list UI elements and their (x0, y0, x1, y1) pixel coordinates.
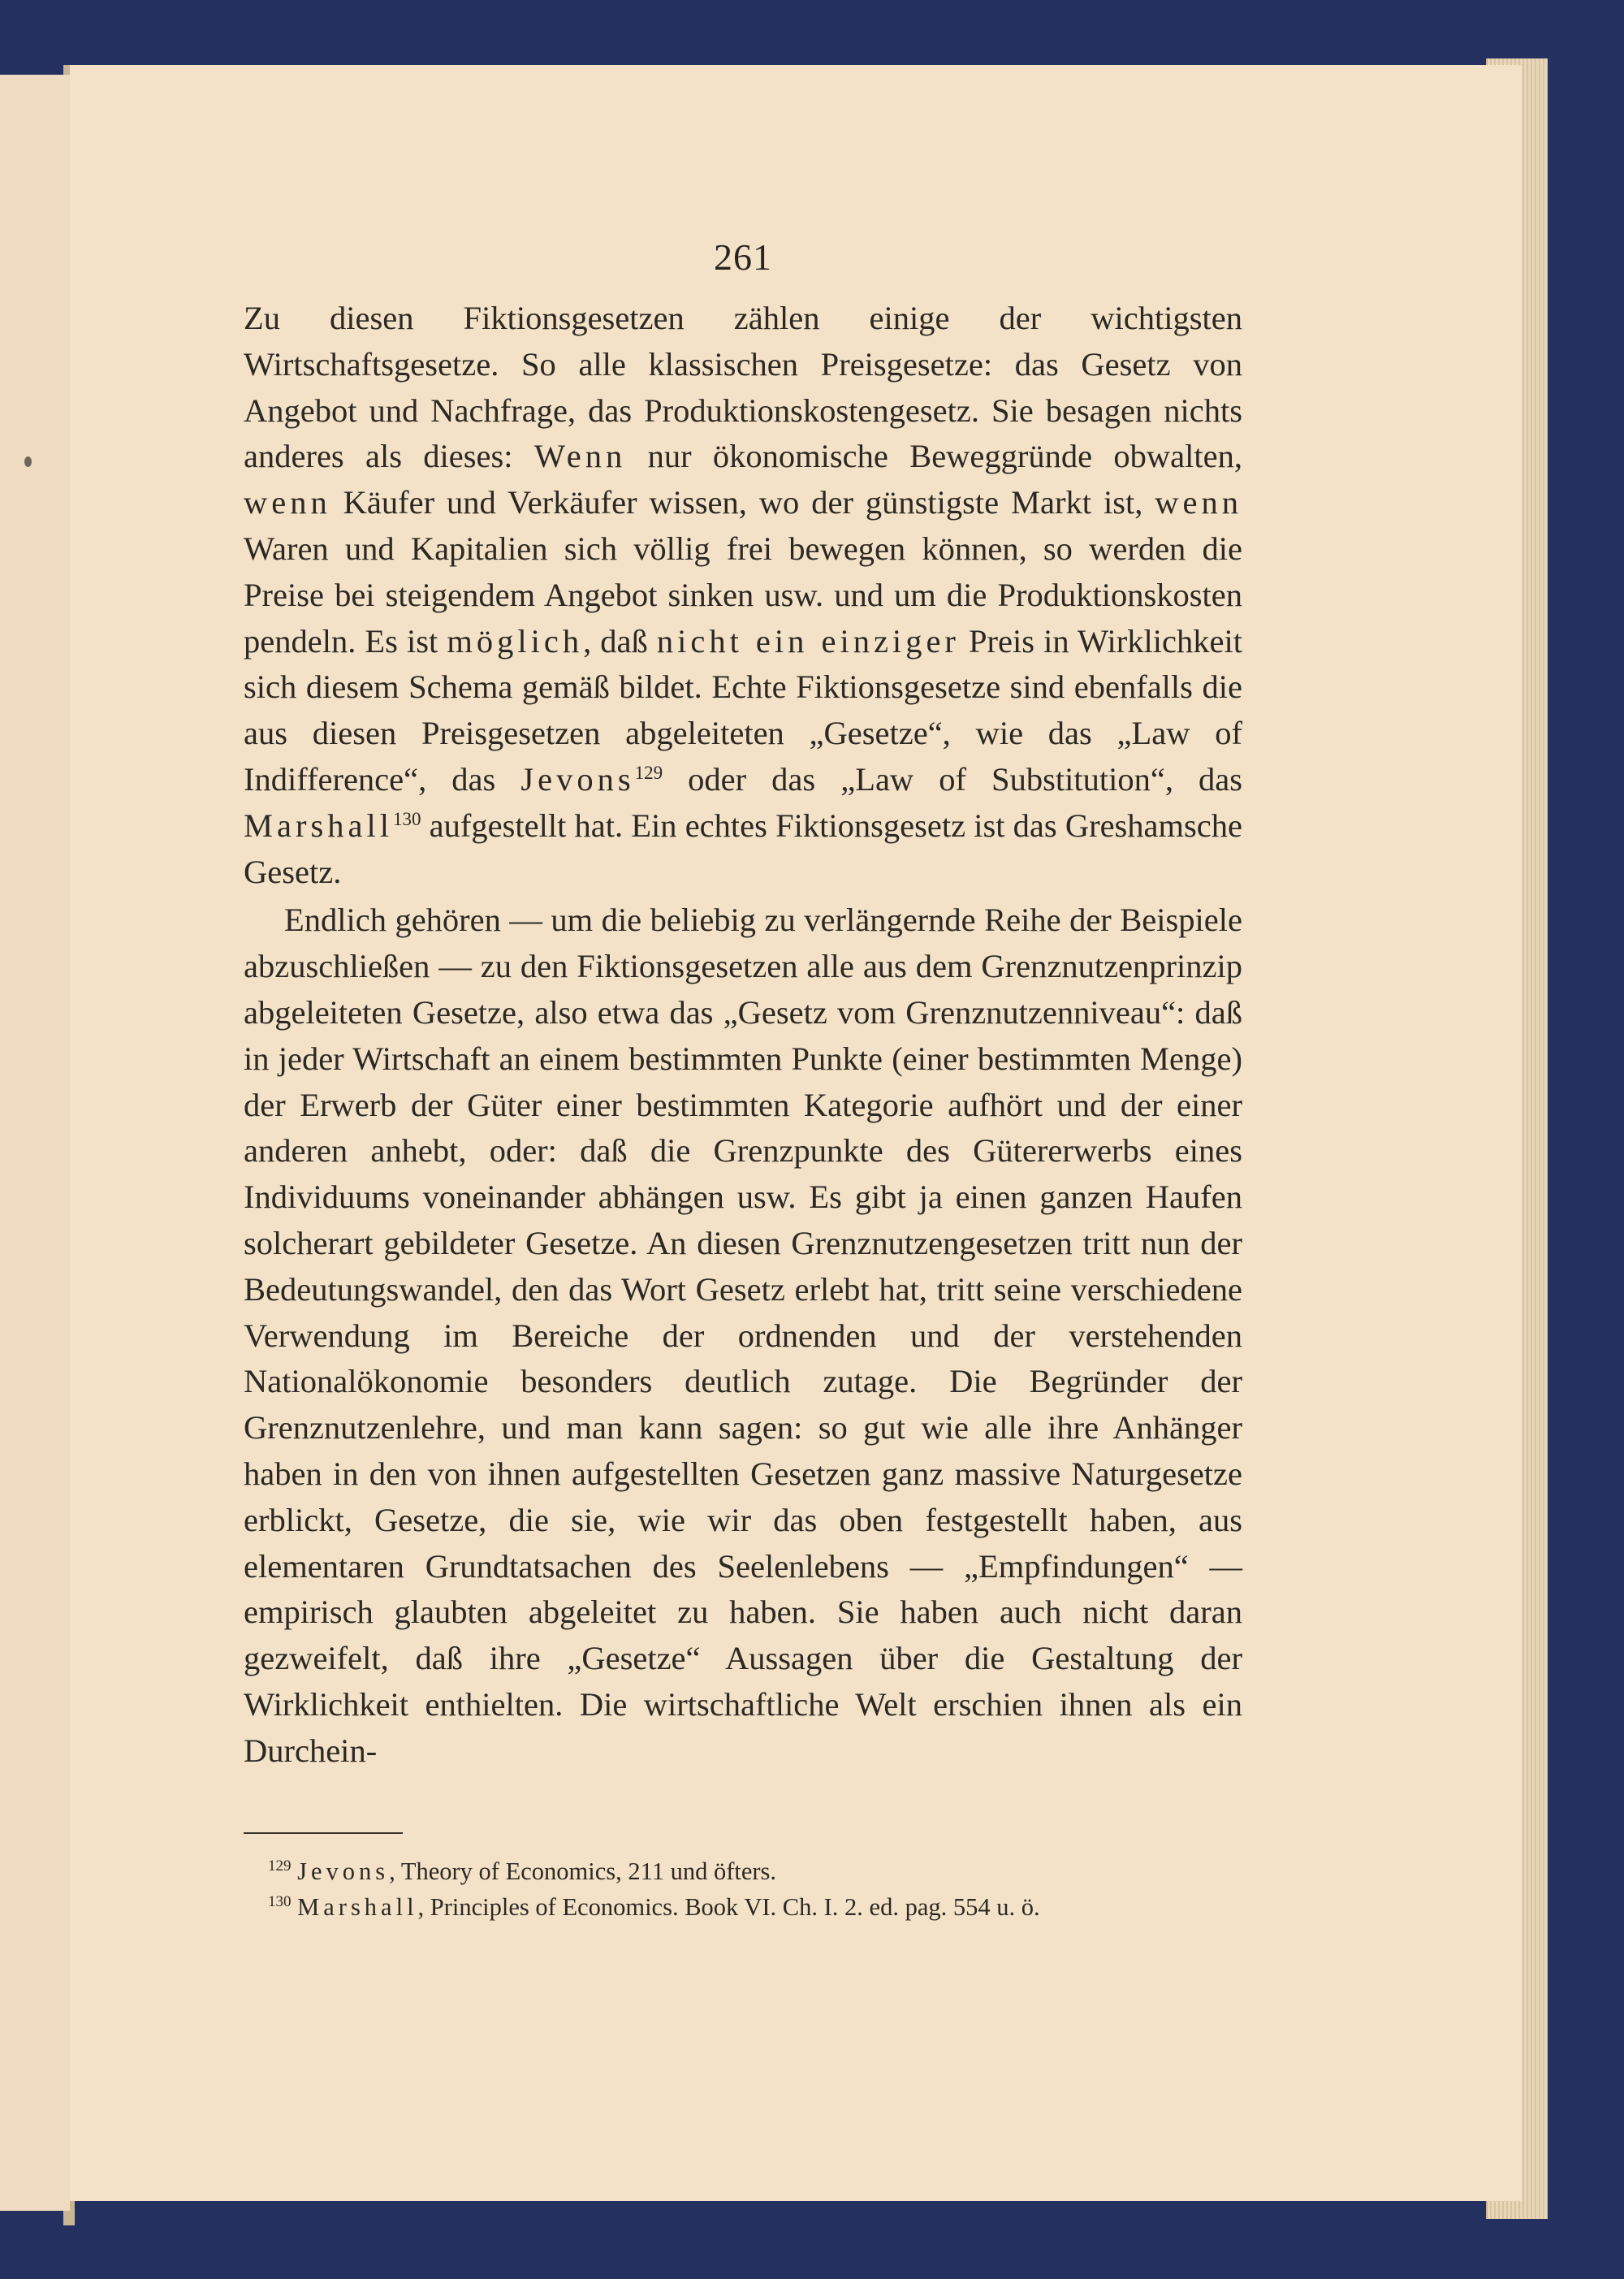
page-speck (24, 456, 32, 467)
page-number: 261 (714, 236, 772, 278)
footnote-130 (244, 1889, 1242, 1925)
footnote-number: 129 (268, 1857, 292, 1875)
emphasized-text: Wenn (533, 438, 627, 475)
footnote-number: 130 (268, 1893, 292, 1910)
text-run: Käufer und Verkäufer wissen, wo der günstigste Markt ist, (330, 484, 1155, 521)
text-run: Zu diesen Fiktionsgesetzen zählen einige der wichtigsten Wirtschaftsgesetze. So alle klassischen Preisgesetze: das Gesetz von Angebot und Nachfrage, das Produktionskostengesetz. Sie besagen nichts anderes als dieses: (244, 300, 1242, 475)
text-run: Preis in Wirklichkeit sich diesem Schema gemäß bildet. Echte Fiktionsgesetze sind ebenfalls die aus diesen Preisgesetzen abgeleiteten „Gesetze“, wie das „Law of Indifference“, das (244, 622, 1242, 798)
footnote-text: , Theory of Economics, 211 und öfters. (389, 1857, 777, 1885)
emphasized-text: wenn (1155, 484, 1242, 521)
text-run: nur ökonomische Beweggründe obwalten, (626, 438, 1242, 475)
footnote-129 (244, 1853, 1242, 1889)
author-name: Jevons (520, 760, 635, 798)
emphasized-text: wenn (244, 484, 331, 521)
paragraph-2 (244, 897, 1242, 1774)
book-page (70, 65, 1522, 2201)
footnotes (244, 1853, 1242, 1925)
text-run: , daß (583, 622, 657, 659)
emphasized-text: nicht ein einziger (656, 622, 960, 659)
footnote-ref[interactable]: 130 (392, 808, 421, 829)
emphasized-text: möglich (447, 622, 584, 659)
text-run: oder das „Law of Substitution“, das (663, 760, 1242, 798)
text-run: Waren und Kapitalien sich völlig frei bewegen können, so werden die Preise bei steigendem Angebot sinken usw. und um die Produktionskosten pendeln. Es ist (244, 530, 1242, 659)
footnote-separator (244, 1832, 403, 1834)
text-run: aufgestellt hat. Ein echtes Fiktionsgesetz ist das Greshamsche Gesetz. (244, 807, 1242, 890)
text-run: Endlich gehören — um die beliebig zu verlängernde Reihe der Beispiele abzuschließen — zu den Fiktionsgesetzen alle aus dem Grenznutzenprinzip abgeleiteten Gesetze, also etwa das „Gesetz vom Grenznutzenniveau“: daß in jeder Wirtschaft an einem bestimmten Punkte (einer bestimmten Menge) der Erwerb der Güter einer bestimmten Kategorie aufhört und der einer anderen anhebt, oder: daß die Grenzpunkte des Gütererwerbs eines Individuums voneinander abhängen usw. Es gibt ja einen ganzen Haufen solcherart gebildeter Gesetze. An diesen Grenznutzengesetzen tritt nun der Bedeutungswandel, den das Wort Gesetz erlebt hat, tritt seine verschiedene Verwendung im Bereiche der ordnenden und der verstehenden Nationalökonomie besonders deutlich zutage. Die Begründer der Grenznutzenlehre, und man kann sagen: so gut wie alle ihre Anhänger haben in den von ihnen aufgestellten Gesetzen ganz massive Naturgesetze erblickt, Gesetze, die sie, wie wir das oben festgestellt haben, aus elementaren Grundtatsachen des Seelenlebens — „Empfindungen“ — empirisch glaubten abgeleitet zu haben. Sie haben auch nicht daran gezweifelt, daß ihre „Gesetze“ Aussagen über die Gestaltung der Wirklichkeit enthielten. Die wirtschaftliche Welt erschien ihnen als ein Durchein- (244, 902, 1242, 1769)
footnote-text: , Principles of Economics. Book VI. Ch. I. 2. ed. pag. 554 u. ö. (417, 1893, 1040, 1921)
body-text (244, 296, 1242, 1775)
paragraph-1 (244, 296, 1242, 895)
footnote-author: Marshall (297, 1893, 418, 1921)
author-name: Marshall (244, 807, 393, 844)
footnote-author: Jevons (297, 1857, 390, 1885)
footnote-ref[interactable]: 129 (634, 762, 663, 783)
facing-page-edge (0, 75, 71, 2211)
